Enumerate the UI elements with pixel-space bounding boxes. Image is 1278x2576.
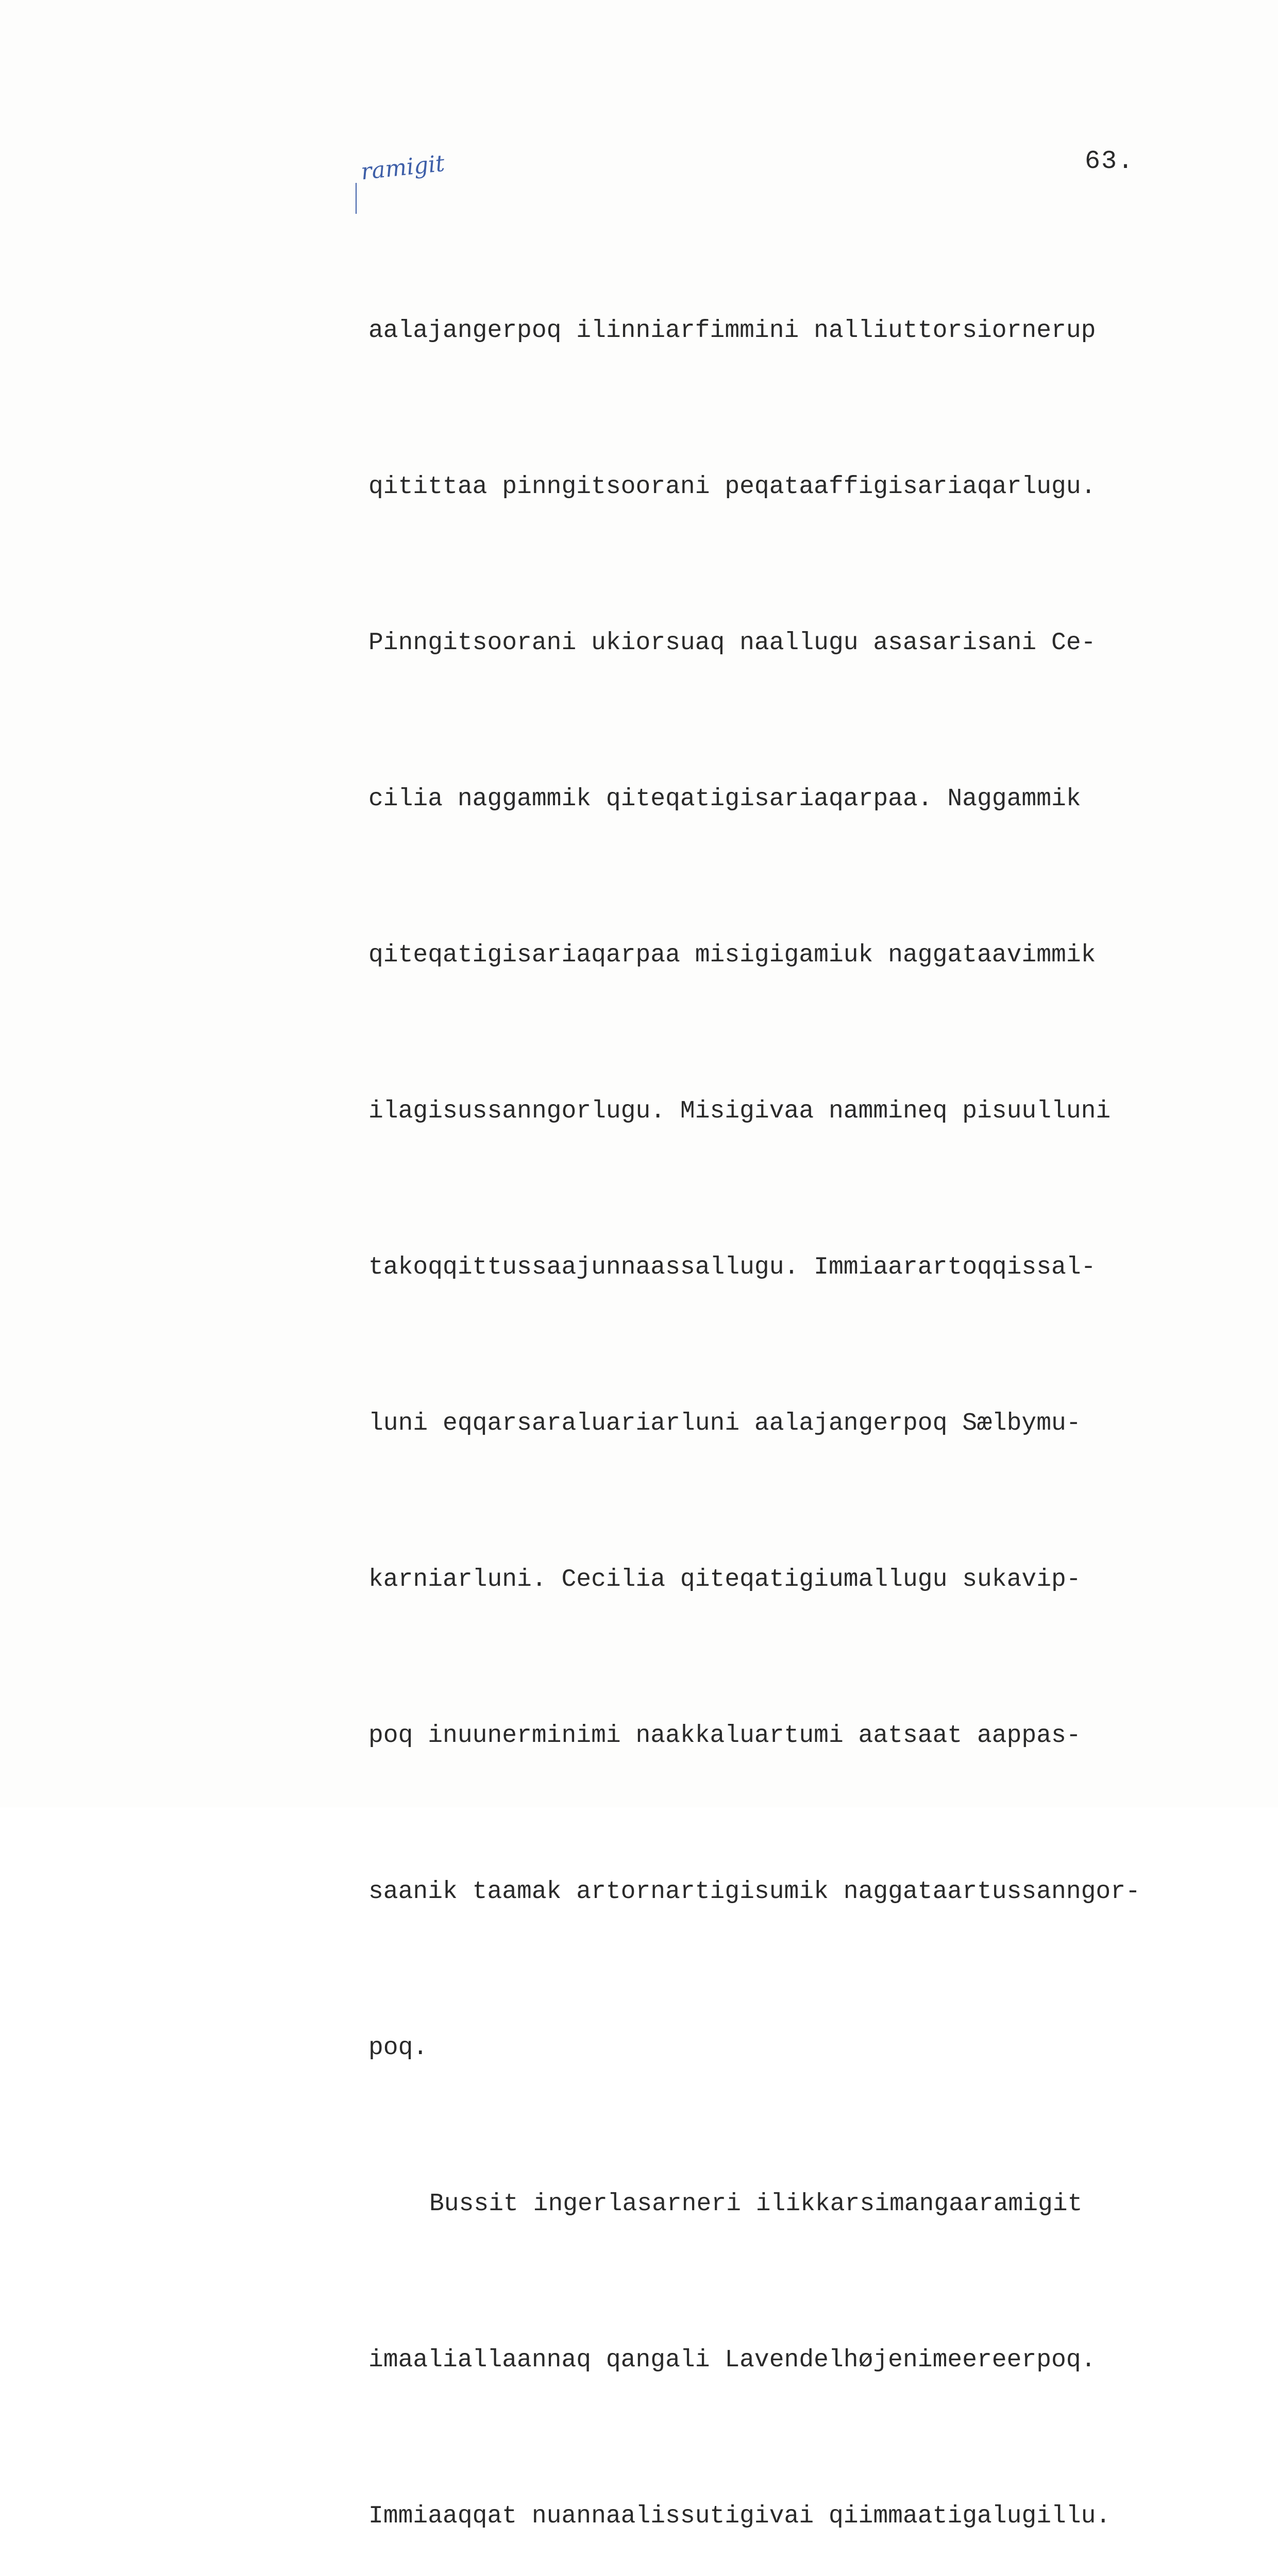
text-line: ilagisussanngorlugu. Misigivaa nammineq pisuulluni: [368, 1097, 1111, 1125]
text-line: karniarluni. Cecilia qiteqatigiumallugu sukavip-: [368, 1566, 1081, 1594]
text-line: aalajangerpoq ilinniarfimmini nalliuttorsiornerup: [368, 317, 1096, 345]
text-line: luni eqqarsaraluariarluni aalajangerpoq Sælbymu-: [368, 1410, 1081, 1437]
text-line: Immiaaqqat nuannaalissutigivai qiimmaatigalugillu.: [368, 2502, 1111, 2530]
handwritten-mark: [356, 183, 357, 214]
body-text: [368, 201, 1203, 2576]
page-number: 63.: [1085, 147, 1135, 176]
text-line: saanik taamak artornartigisumik naggataartussanngor-: [368, 1878, 1140, 1906]
text-line: qitittaa pinngitsoorani peqataaffigisariaqarlugu.: [368, 473, 1096, 501]
text-line: qiteqatigisariaqarpaa misigigamiuk naggataavimmik: [368, 941, 1096, 969]
paragraph-start-line: Bussit ingerlasarneri ilikkarsimangaaramigit: [429, 2190, 1083, 2218]
handwritten-annotation: ramigit: [359, 150, 446, 185]
text-line: poq inuunerminimi naakkaluartumi aatsaat aappas-: [368, 1722, 1081, 1750]
text-line: cilia naggammik qiteqatigisariaqarpaa. Naggammik: [368, 785, 1081, 813]
text-line: imaaliallaannaq qangali Lavendelhøjenimeereerpoq.: [368, 2346, 1096, 2374]
text-line: takoqqittussaajunnaassallugu. Immiaarartoqqissal-: [368, 1253, 1096, 1281]
text-line: Pinngitsoorani ukiorsuaq naallugu asasarisani Ce-: [368, 629, 1096, 657]
text-line: poq.: [368, 2034, 428, 2062]
